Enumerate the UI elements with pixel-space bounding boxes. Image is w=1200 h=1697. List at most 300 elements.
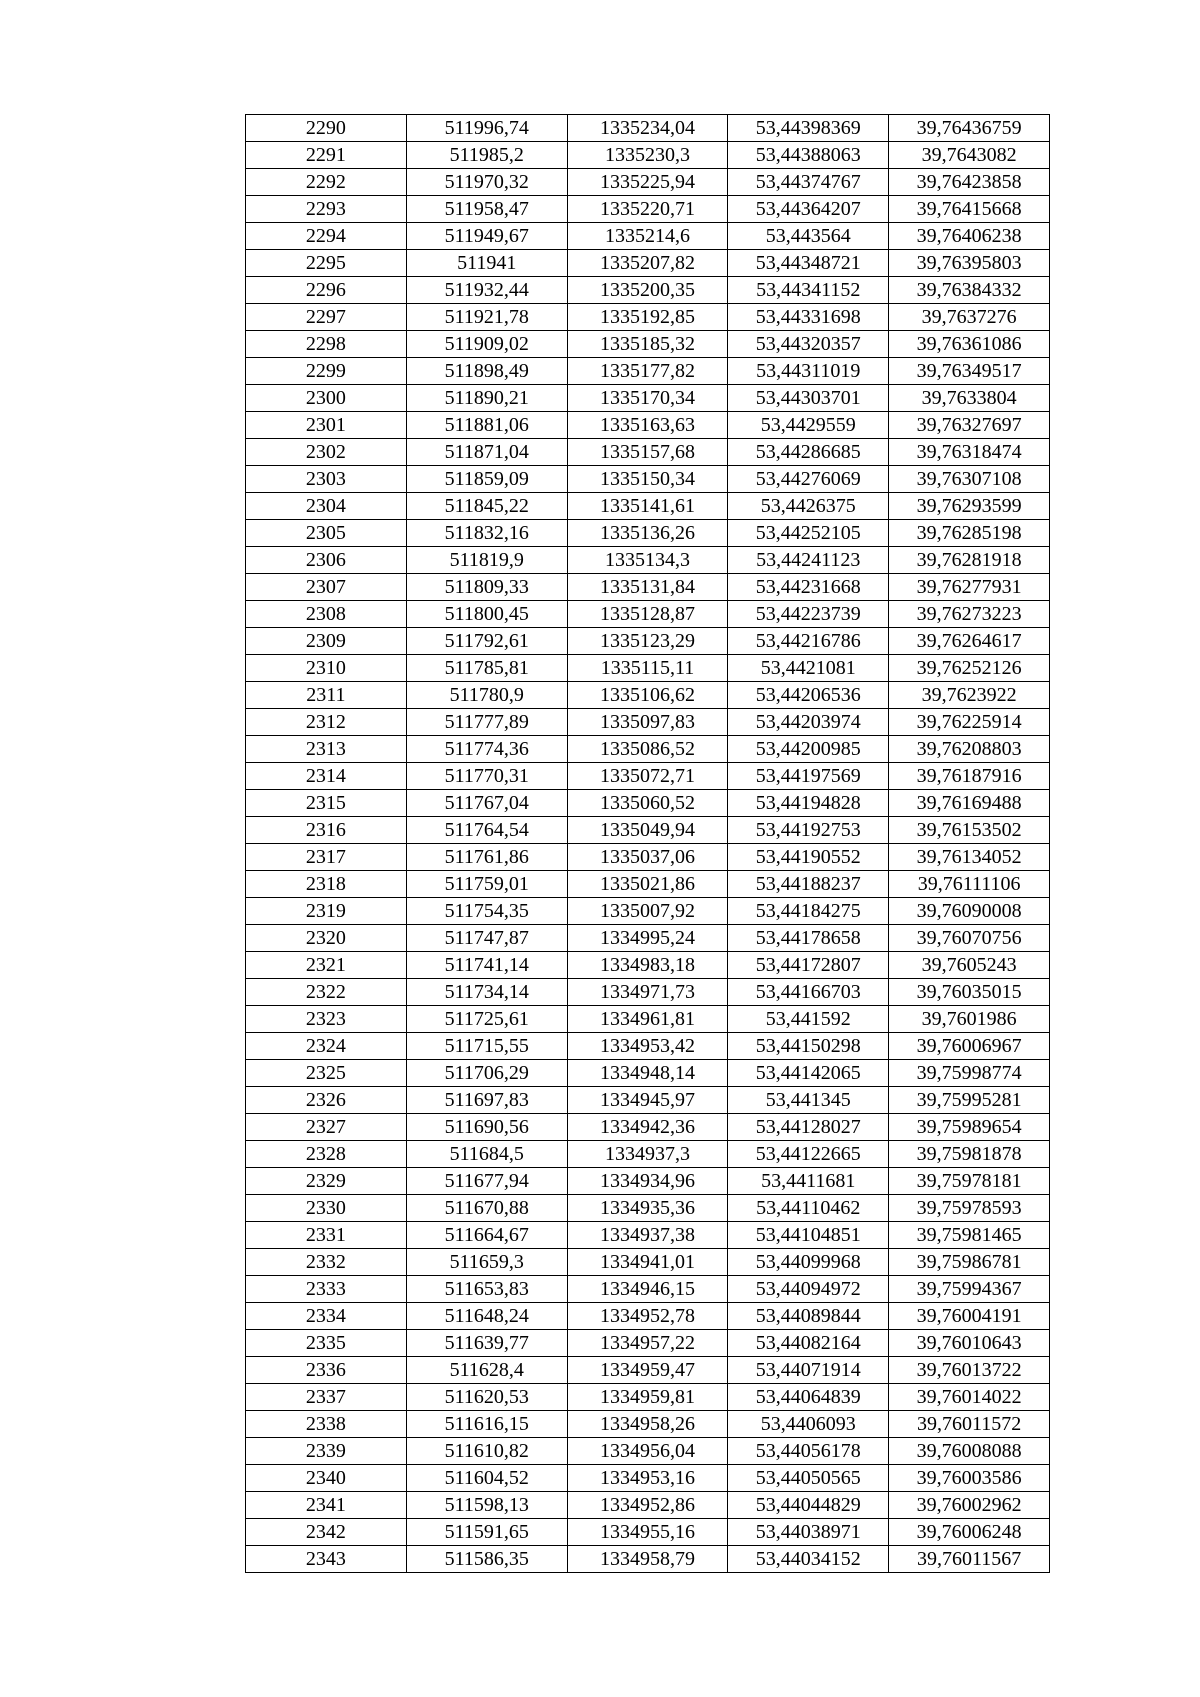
longitude-cell: 39,7637276: [889, 304, 1050, 331]
table-row: [246, 385, 1050, 412]
x-coordinate-cell: 511767,04: [406, 790, 567, 817]
point-number-cell: 2310: [246, 655, 407, 682]
latitude-cell: 53,44206536: [728, 682, 889, 709]
table-row: [246, 1357, 1050, 1384]
x-coordinate-cell: 511586,35: [406, 1546, 567, 1573]
longitude-cell: 39,76006248: [889, 1519, 1050, 1546]
table-row: [246, 1060, 1050, 1087]
table-row: [246, 1168, 1050, 1195]
y-coordinate-cell: 1335049,94: [567, 817, 728, 844]
x-coordinate-cell: 511639,77: [406, 1330, 567, 1357]
x-coordinate-cell: 511747,87: [406, 925, 567, 952]
point-number-cell: 2326: [246, 1087, 407, 1114]
point-number-cell: 2329: [246, 1168, 407, 1195]
latitude-cell: 53,44166703: [728, 979, 889, 1006]
y-coordinate-cell: 1335136,26: [567, 520, 728, 547]
point-number-cell: 2338: [246, 1411, 407, 1438]
table-row: [246, 655, 1050, 682]
x-coordinate-cell: 511628,4: [406, 1357, 567, 1384]
table-row: [246, 844, 1050, 871]
y-coordinate-cell: 1335007,92: [567, 898, 728, 925]
x-coordinate-cell: 511677,94: [406, 1168, 567, 1195]
y-coordinate-cell: 1335207,82: [567, 250, 728, 277]
point-number-cell: 2291: [246, 142, 407, 169]
y-coordinate-cell: 1335177,82: [567, 358, 728, 385]
x-coordinate-cell: 511764,54: [406, 817, 567, 844]
longitude-cell: 39,76349517: [889, 358, 1050, 385]
longitude-cell: 39,76406238: [889, 223, 1050, 250]
longitude-cell: 39,76208803: [889, 736, 1050, 763]
longitude-cell: 39,76423858: [889, 169, 1050, 196]
y-coordinate-cell: 1335115,11: [567, 655, 728, 682]
table-row: [246, 277, 1050, 304]
y-coordinate-cell: 1334946,15: [567, 1276, 728, 1303]
x-coordinate-cell: 511591,65: [406, 1519, 567, 1546]
latitude-cell: 53,44331698: [728, 304, 889, 331]
point-number-cell: 2321: [246, 952, 407, 979]
latitude-cell: 53,44194828: [728, 790, 889, 817]
y-coordinate-cell: 1335060,52: [567, 790, 728, 817]
latitude-cell: 53,4406093: [728, 1411, 889, 1438]
point-number-cell: 2341: [246, 1492, 407, 1519]
latitude-cell: 53,44142065: [728, 1060, 889, 1087]
y-coordinate-cell: 1334937,38: [567, 1222, 728, 1249]
x-coordinate-cell: 511684,5: [406, 1141, 567, 1168]
point-number-cell: 2315: [246, 790, 407, 817]
table-row: [246, 1195, 1050, 1222]
longitude-cell: 39,76395803: [889, 250, 1050, 277]
x-coordinate-cell: 511715,55: [406, 1033, 567, 1060]
table-row: [246, 601, 1050, 628]
table-row: [246, 1033, 1050, 1060]
longitude-cell: 39,7643082: [889, 142, 1050, 169]
longitude-cell: 39,75978593: [889, 1195, 1050, 1222]
longitude-cell: 39,76293599: [889, 493, 1050, 520]
longitude-cell: 39,76035015: [889, 979, 1050, 1006]
y-coordinate-cell: 1334952,78: [567, 1303, 728, 1330]
y-coordinate-cell: 1335220,71: [567, 196, 728, 223]
table-row: [246, 1438, 1050, 1465]
latitude-cell: 53,44241123: [728, 547, 889, 574]
x-coordinate-cell: 511664,67: [406, 1222, 567, 1249]
point-number-cell: 2299: [246, 358, 407, 385]
point-number-cell: 2313: [246, 736, 407, 763]
point-number-cell: 2295: [246, 250, 407, 277]
point-number-cell: 2298: [246, 331, 407, 358]
x-coordinate-cell: 511777,89: [406, 709, 567, 736]
latitude-cell: 53,441345: [728, 1087, 889, 1114]
table-row: [246, 925, 1050, 952]
point-number-cell: 2318: [246, 871, 407, 898]
latitude-cell: 53,4426375: [728, 493, 889, 520]
longitude-cell: 39,75986781: [889, 1249, 1050, 1276]
longitude-cell: 39,75998774: [889, 1060, 1050, 1087]
latitude-cell: 53,44216786: [728, 628, 889, 655]
latitude-cell: 53,44094972: [728, 1276, 889, 1303]
x-coordinate-cell: 511604,52: [406, 1465, 567, 1492]
point-number-cell: 2343: [246, 1546, 407, 1573]
point-number-cell: 2335: [246, 1330, 407, 1357]
point-number-cell: 2304: [246, 493, 407, 520]
x-coordinate-cell: 511819,9: [406, 547, 567, 574]
y-coordinate-cell: 1335214,6: [567, 223, 728, 250]
x-coordinate-cell: 511871,04: [406, 439, 567, 466]
x-coordinate-cell: 511859,09: [406, 466, 567, 493]
x-coordinate-cell: 511792,61: [406, 628, 567, 655]
point-number-cell: 2333: [246, 1276, 407, 1303]
y-coordinate-cell: 1334941,01: [567, 1249, 728, 1276]
latitude-cell: 53,44064839: [728, 1384, 889, 1411]
x-coordinate-cell: 511690,56: [406, 1114, 567, 1141]
longitude-cell: 39,75989654: [889, 1114, 1050, 1141]
point-number-cell: 2305: [246, 520, 407, 547]
x-coordinate-cell: 511741,14: [406, 952, 567, 979]
latitude-cell: 53,44122665: [728, 1141, 889, 1168]
table-row: [246, 223, 1050, 250]
latitude-cell: 53,44184275: [728, 898, 889, 925]
y-coordinate-cell: 1334957,22: [567, 1330, 728, 1357]
latitude-cell: 53,44398369: [728, 115, 889, 142]
longitude-cell: 39,7633804: [889, 385, 1050, 412]
table-row: [246, 1465, 1050, 1492]
latitude-cell: 53,44364207: [728, 196, 889, 223]
y-coordinate-cell: 1335131,84: [567, 574, 728, 601]
table-row: [246, 763, 1050, 790]
table-row: [246, 331, 1050, 358]
latitude-cell: 53,44286685: [728, 439, 889, 466]
longitude-cell: 39,76273223: [889, 601, 1050, 628]
point-number-cell: 2293: [246, 196, 407, 223]
table-row: [246, 520, 1050, 547]
y-coordinate-cell: 1335163,63: [567, 412, 728, 439]
table-row: [246, 1114, 1050, 1141]
y-coordinate-cell: 1334955,16: [567, 1519, 728, 1546]
table-row: [246, 142, 1050, 169]
point-number-cell: 2303: [246, 466, 407, 493]
y-coordinate-cell: 1334945,97: [567, 1087, 728, 1114]
coordinates-table-body: [246, 115, 1050, 1573]
y-coordinate-cell: 1334956,04: [567, 1438, 728, 1465]
latitude-cell: 53,44231668: [728, 574, 889, 601]
table-row: [246, 709, 1050, 736]
latitude-cell: 53,44071914: [728, 1357, 889, 1384]
longitude-cell: 39,76318474: [889, 439, 1050, 466]
table-row: [246, 736, 1050, 763]
table-row: [246, 1222, 1050, 1249]
y-coordinate-cell: 1334971,73: [567, 979, 728, 1006]
longitude-cell: 39,76013722: [889, 1357, 1050, 1384]
point-number-cell: 2311: [246, 682, 407, 709]
y-coordinate-cell: 1334953,42: [567, 1033, 728, 1060]
longitude-cell: 39,76384332: [889, 277, 1050, 304]
longitude-cell: 39,76307108: [889, 466, 1050, 493]
x-coordinate-cell: 511620,53: [406, 1384, 567, 1411]
longitude-cell: 39,76111106: [889, 871, 1050, 898]
y-coordinate-cell: 1335123,29: [567, 628, 728, 655]
longitude-cell: 39,76225914: [889, 709, 1050, 736]
y-coordinate-cell: 1334935,36: [567, 1195, 728, 1222]
point-number-cell: 2317: [246, 844, 407, 871]
x-coordinate-cell: 511761,86: [406, 844, 567, 871]
longitude-cell: 39,7623922: [889, 682, 1050, 709]
point-number-cell: 2325: [246, 1060, 407, 1087]
y-coordinate-cell: 1334958,26: [567, 1411, 728, 1438]
point-number-cell: 2334: [246, 1303, 407, 1330]
table-row: [246, 817, 1050, 844]
x-coordinate-cell: 511648,24: [406, 1303, 567, 1330]
y-coordinate-cell: 1334961,81: [567, 1006, 728, 1033]
table-row: [246, 304, 1050, 331]
table-row: [246, 979, 1050, 1006]
y-coordinate-cell: 1335128,87: [567, 601, 728, 628]
longitude-cell: 39,76415668: [889, 196, 1050, 223]
x-coordinate-cell: 511785,81: [406, 655, 567, 682]
longitude-cell: 39,76002962: [889, 1492, 1050, 1519]
y-coordinate-cell: 1335192,85: [567, 304, 728, 331]
x-coordinate-cell: 511725,61: [406, 1006, 567, 1033]
latitude-cell: 53,44303701: [728, 385, 889, 412]
point-number-cell: 2330: [246, 1195, 407, 1222]
x-coordinate-cell: 511996,74: [406, 115, 567, 142]
longitude-cell: 39,7601986: [889, 1006, 1050, 1033]
point-number-cell: 2302: [246, 439, 407, 466]
x-coordinate-cell: 511845,22: [406, 493, 567, 520]
latitude-cell: 53,44374767: [728, 169, 889, 196]
x-coordinate-cell: 511610,82: [406, 1438, 567, 1465]
table-row: [246, 1384, 1050, 1411]
table-row: [246, 412, 1050, 439]
point-number-cell: 2337: [246, 1384, 407, 1411]
latitude-cell: 53,44311019: [728, 358, 889, 385]
point-number-cell: 2316: [246, 817, 407, 844]
table-row: [246, 628, 1050, 655]
longitude-cell: 39,76003586: [889, 1465, 1050, 1492]
point-number-cell: 2300: [246, 385, 407, 412]
point-number-cell: 2320: [246, 925, 407, 952]
y-coordinate-cell: 1334959,81: [567, 1384, 728, 1411]
table-row: [246, 466, 1050, 493]
y-coordinate-cell: 1335086,52: [567, 736, 728, 763]
y-coordinate-cell: 1335157,68: [567, 439, 728, 466]
point-number-cell: 2312: [246, 709, 407, 736]
latitude-cell: 53,44178658: [728, 925, 889, 952]
y-coordinate-cell: 1334958,79: [567, 1546, 728, 1573]
latitude-cell: 53,44110462: [728, 1195, 889, 1222]
table-row: [246, 1546, 1050, 1573]
point-number-cell: 2331: [246, 1222, 407, 1249]
latitude-cell: 53,44038971: [728, 1519, 889, 1546]
longitude-cell: 39,76285198: [889, 520, 1050, 547]
point-number-cell: 2324: [246, 1033, 407, 1060]
y-coordinate-cell: 1335150,34: [567, 466, 728, 493]
longitude-cell: 39,76277931: [889, 574, 1050, 601]
longitude-cell: 39,76361086: [889, 331, 1050, 358]
table-row: [246, 439, 1050, 466]
y-coordinate-cell: 1335200,35: [567, 277, 728, 304]
longitude-cell: 39,76264617: [889, 628, 1050, 655]
point-number-cell: 2297: [246, 304, 407, 331]
latitude-cell: 53,4421081: [728, 655, 889, 682]
y-coordinate-cell: 1335037,06: [567, 844, 728, 871]
y-coordinate-cell: 1335106,62: [567, 682, 728, 709]
longitude-cell: 39,76014022: [889, 1384, 1050, 1411]
x-coordinate-cell: 511909,02: [406, 331, 567, 358]
point-number-cell: 2308: [246, 601, 407, 628]
table-row: [246, 115, 1050, 142]
table-row: [246, 1519, 1050, 1546]
x-coordinate-cell: 511949,67: [406, 223, 567, 250]
latitude-cell: 53,44203974: [728, 709, 889, 736]
latitude-cell: 53,44197569: [728, 763, 889, 790]
longitude-cell: 39,76281918: [889, 547, 1050, 574]
x-coordinate-cell: 511932,44: [406, 277, 567, 304]
longitude-cell: 39,76187916: [889, 763, 1050, 790]
point-number-cell: 2342: [246, 1519, 407, 1546]
y-coordinate-cell: 1334952,86: [567, 1492, 728, 1519]
latitude-cell: 53,44089844: [728, 1303, 889, 1330]
latitude-cell: 53,44082164: [728, 1330, 889, 1357]
longitude-cell: 39,76070756: [889, 925, 1050, 952]
point-number-cell: 2332: [246, 1249, 407, 1276]
x-coordinate-cell: 511653,83: [406, 1276, 567, 1303]
table-row: [246, 1303, 1050, 1330]
point-number-cell: 2314: [246, 763, 407, 790]
latitude-cell: 53,44190552: [728, 844, 889, 871]
x-coordinate-cell: 511770,31: [406, 763, 567, 790]
point-number-cell: 2292: [246, 169, 407, 196]
x-coordinate-cell: 511809,33: [406, 574, 567, 601]
latitude-cell: 53,44223739: [728, 601, 889, 628]
table-row: [246, 790, 1050, 817]
point-number-cell: 2309: [246, 628, 407, 655]
y-coordinate-cell: 1335072,71: [567, 763, 728, 790]
point-number-cell: 2301: [246, 412, 407, 439]
x-coordinate-cell: 511898,49: [406, 358, 567, 385]
x-coordinate-cell: 511754,35: [406, 898, 567, 925]
latitude-cell: 53,44388063: [728, 142, 889, 169]
x-coordinate-cell: 511659,3: [406, 1249, 567, 1276]
x-coordinate-cell: 511800,45: [406, 601, 567, 628]
coordinates-table: [245, 114, 1050, 1573]
x-coordinate-cell: 511670,88: [406, 1195, 567, 1222]
x-coordinate-cell: 511598,13: [406, 1492, 567, 1519]
x-coordinate-cell: 511985,2: [406, 142, 567, 169]
table-row: [246, 1006, 1050, 1033]
y-coordinate-cell: 1335225,94: [567, 169, 728, 196]
latitude-cell: 53,44104851: [728, 1222, 889, 1249]
table-row: [246, 871, 1050, 898]
table-row: [246, 358, 1050, 385]
longitude-cell: 39,76327697: [889, 412, 1050, 439]
point-number-cell: 2323: [246, 1006, 407, 1033]
point-number-cell: 2336: [246, 1357, 407, 1384]
table-row: [246, 1087, 1050, 1114]
table-row: [246, 169, 1050, 196]
latitude-cell: 53,441592: [728, 1006, 889, 1033]
longitude-cell: 39,76090008: [889, 898, 1050, 925]
y-coordinate-cell: 1334983,18: [567, 952, 728, 979]
longitude-cell: 39,76004191: [889, 1303, 1050, 1330]
longitude-cell: 39,76008088: [889, 1438, 1050, 1465]
point-number-cell: 2296: [246, 277, 407, 304]
longitude-cell: 39,75981878: [889, 1141, 1050, 1168]
x-coordinate-cell: 511921,78: [406, 304, 567, 331]
latitude-cell: 53,44172807: [728, 952, 889, 979]
latitude-cell: 53,44056178: [728, 1438, 889, 1465]
x-coordinate-cell: 511890,21: [406, 385, 567, 412]
table-row: [246, 250, 1050, 277]
latitude-cell: 53,44192753: [728, 817, 889, 844]
x-coordinate-cell: 511734,14: [406, 979, 567, 1006]
latitude-cell: 53,44044829: [728, 1492, 889, 1519]
longitude-cell: 39,76010643: [889, 1330, 1050, 1357]
point-number-cell: 2306: [246, 547, 407, 574]
y-coordinate-cell: 1334942,36: [567, 1114, 728, 1141]
table-row: [246, 898, 1050, 925]
y-coordinate-cell: 1334948,14: [567, 1060, 728, 1087]
longitude-cell: 39,76134052: [889, 844, 1050, 871]
point-number-cell: 2319: [246, 898, 407, 925]
longitude-cell: 39,75978181: [889, 1168, 1050, 1195]
y-coordinate-cell: 1335141,61: [567, 493, 728, 520]
y-coordinate-cell: 1335234,04: [567, 115, 728, 142]
x-coordinate-cell: 511697,83: [406, 1087, 567, 1114]
table-row: [246, 952, 1050, 979]
latitude-cell: 53,44128027: [728, 1114, 889, 1141]
x-coordinate-cell: 511832,16: [406, 520, 567, 547]
table-row: [246, 196, 1050, 223]
x-coordinate-cell: 511941: [406, 250, 567, 277]
x-coordinate-cell: 511616,15: [406, 1411, 567, 1438]
y-coordinate-cell: 1335170,34: [567, 385, 728, 412]
table-row: [246, 1141, 1050, 1168]
latitude-cell: 53,44188237: [728, 871, 889, 898]
longitude-cell: 39,76153502: [889, 817, 1050, 844]
latitude-cell: 53,44276069: [728, 466, 889, 493]
point-number-cell: 2327: [246, 1114, 407, 1141]
y-coordinate-cell: 1334995,24: [567, 925, 728, 952]
latitude-cell: 53,4429559: [728, 412, 889, 439]
longitude-cell: 39,75994367: [889, 1276, 1050, 1303]
longitude-cell: 39,7605243: [889, 952, 1050, 979]
y-coordinate-cell: 1335134,3: [567, 547, 728, 574]
latitude-cell: 53,44341152: [728, 277, 889, 304]
x-coordinate-cell: 511774,36: [406, 736, 567, 763]
x-coordinate-cell: 511970,32: [406, 169, 567, 196]
table-row: [246, 493, 1050, 520]
y-coordinate-cell: 1334953,16: [567, 1465, 728, 1492]
latitude-cell: 53,4411681: [728, 1168, 889, 1195]
latitude-cell: 53,44320357: [728, 331, 889, 358]
y-coordinate-cell: 1335021,86: [567, 871, 728, 898]
longitude-cell: 39,75981465: [889, 1222, 1050, 1249]
x-coordinate-cell: 511881,06: [406, 412, 567, 439]
longitude-cell: 39,76011567: [889, 1546, 1050, 1573]
table-row: [246, 547, 1050, 574]
table-row: [246, 1330, 1050, 1357]
x-coordinate-cell: 511759,01: [406, 871, 567, 898]
latitude-cell: 53,44050565: [728, 1465, 889, 1492]
longitude-cell: 39,76011572: [889, 1411, 1050, 1438]
table-row: [246, 682, 1050, 709]
latitude-cell: 53,44150298: [728, 1033, 889, 1060]
latitude-cell: 53,44099968: [728, 1249, 889, 1276]
y-coordinate-cell: 1334937,3: [567, 1141, 728, 1168]
y-coordinate-cell: 1335230,3: [567, 142, 728, 169]
latitude-cell: 53,44252105: [728, 520, 889, 547]
table-row: [246, 1492, 1050, 1519]
y-coordinate-cell: 1334959,47: [567, 1357, 728, 1384]
